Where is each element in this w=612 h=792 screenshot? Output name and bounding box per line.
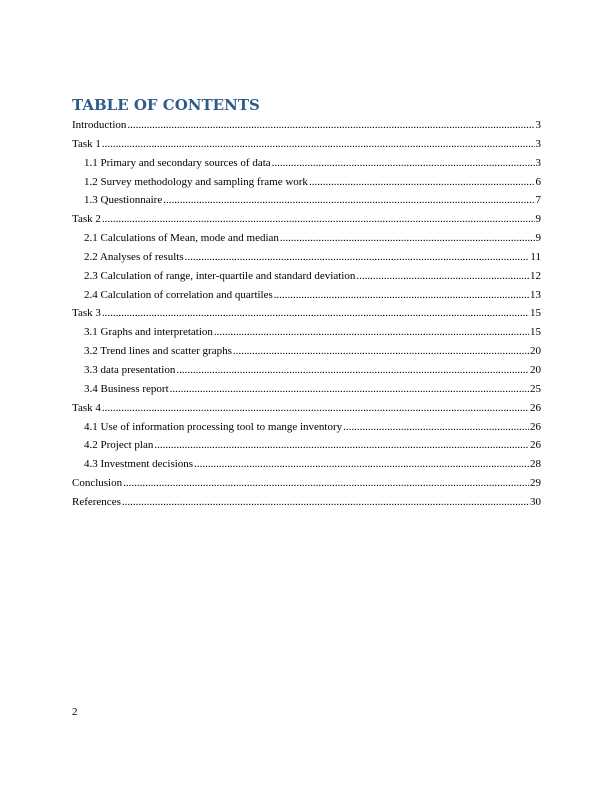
toc-entry-page: 13 — [530, 288, 541, 301]
toc-dot-leader — [272, 154, 535, 173]
toc-entry-label: 3.2 Trend lines and scatter graphs — [84, 345, 232, 358]
toc-entry-label: 2.4 Calculation of correlation and quartiles — [84, 288, 273, 301]
toc-dot-leader — [170, 380, 529, 399]
toc-entry-label: Conclusion — [72, 477, 123, 490]
toc-entry-page: 29 — [530, 477, 541, 490]
toc-dot-leader — [102, 399, 529, 418]
toc-entry[interactable] — [72, 474, 541, 493]
toc-entry-page: 30 — [530, 495, 541, 508]
toc-entry-page: 3 — [535, 119, 541, 131]
toc-dot-leader — [185, 248, 530, 267]
toc-entry-label: Introduction — [72, 119, 127, 131]
toc-entry-label: 4.3 Investment decisions — [84, 458, 194, 471]
toc-dot-leader — [274, 286, 529, 305]
toc-entry-label: 2.2 Analyses of results — [84, 250, 184, 263]
toc-entry[interactable] — [72, 323, 541, 342]
toc-entry-page: 26 — [530, 401, 541, 414]
toc-entry-label: 4.2 Project plan — [84, 439, 154, 452]
toc-entry[interactable] — [72, 342, 541, 361]
toc-entry[interactable] — [72, 248, 541, 267]
toc-entry[interactable] — [72, 380, 541, 399]
toc-dot-leader — [356, 267, 529, 286]
toc-entry[interactable] — [72, 399, 541, 418]
toc-dot-leader — [154, 436, 529, 455]
toc-entry[interactable] — [72, 191, 541, 210]
toc-entry-label: Task 4 — [72, 401, 101, 414]
toc-entry[interactable] — [72, 304, 541, 323]
toc-entry-label: References — [72, 495, 121, 508]
toc-entry-page: 20 — [530, 345, 541, 358]
toc-entry-page: 3 — [535, 156, 541, 169]
toc-heading: TABLE OF CONTENTS — [72, 96, 260, 114]
toc-dot-leader — [214, 323, 529, 342]
toc-list — [72, 116, 541, 512]
toc-entry-page: 15 — [530, 326, 541, 339]
toc-entry-label: Task 2 — [72, 213, 101, 226]
toc-entry-page: 26 — [530, 420, 541, 433]
toc-dot-leader — [280, 229, 535, 248]
toc-entry-page: 20 — [530, 363, 541, 376]
toc-entry-page: 26 — [530, 439, 541, 452]
toc-entry-page: 6 — [535, 175, 541, 188]
toc-entry-page: 7 — [535, 194, 541, 207]
toc-entry[interactable] — [72, 135, 541, 154]
toc-entry[interactable] — [72, 286, 541, 305]
toc-entry[interactable] — [72, 418, 541, 437]
toc-entry-label: 1.3 Questionnaire — [84, 194, 163, 207]
toc-dot-leader — [194, 455, 529, 474]
toc-entry[interactable] — [72, 361, 541, 380]
toc-entry-page: 28 — [530, 458, 541, 471]
toc-entry-label: 2.1 Calculations of Mean, mode and median — [84, 232, 279, 245]
toc-dot-leader — [102, 210, 535, 229]
toc-entry-label: 3.4 Business report — [84, 382, 169, 395]
page-number: 2 — [72, 706, 78, 718]
toc-entry[interactable] — [72, 116, 541, 135]
toc-dot-leader — [122, 493, 529, 512]
toc-entry-page: 12 — [530, 269, 541, 282]
toc-entry-page: 25 — [530, 382, 541, 395]
toc-entry-label: 1.1 Primary and secondary sources of data — [84, 156, 271, 169]
toc-entry-label: Task 1 — [72, 137, 101, 150]
toc-dot-leader — [309, 173, 535, 192]
toc-entry[interactable] — [72, 229, 541, 248]
toc-dot-leader — [102, 304, 529, 323]
toc-dot-leader — [127, 116, 534, 135]
toc-entry[interactable] — [72, 493, 541, 512]
toc-entry-label: 3.3 data presentation — [84, 363, 176, 376]
toc-entry-page: 11 — [530, 250, 541, 263]
toc-dot-leader — [343, 418, 529, 437]
toc-entry-page: 3 — [535, 137, 541, 150]
toc-entry[interactable] — [72, 436, 541, 455]
toc-entry-label: 4.1 Use of information processing tool to mange inventory — [84, 420, 343, 433]
toc-dot-leader — [123, 474, 529, 493]
toc-entry-page: 9 — [535, 213, 541, 226]
toc-entry-page: 9 — [535, 232, 541, 245]
toc-dot-leader — [163, 191, 534, 210]
toc-entry[interactable] — [72, 455, 541, 474]
toc-entry-label: 3.1 Graphs and interpretation — [84, 326, 213, 339]
toc-entry[interactable] — [72, 210, 541, 229]
toc-entry[interactable] — [72, 154, 541, 173]
toc-entry-label: Task 3 — [72, 307, 101, 320]
toc-entry[interactable] — [72, 267, 541, 286]
toc-dot-leader — [176, 361, 529, 380]
toc-dot-leader — [233, 342, 529, 361]
toc-entry-page: 15 — [530, 307, 541, 320]
toc-dot-leader — [102, 135, 535, 154]
toc-entry[interactable] — [72, 173, 541, 192]
toc-entry-label: 2.3 Calculation of range, inter-quartile and standard deviation — [84, 269, 356, 282]
toc-entry-label: 1.2 Survey methodology and sampling frame work — [84, 175, 308, 188]
